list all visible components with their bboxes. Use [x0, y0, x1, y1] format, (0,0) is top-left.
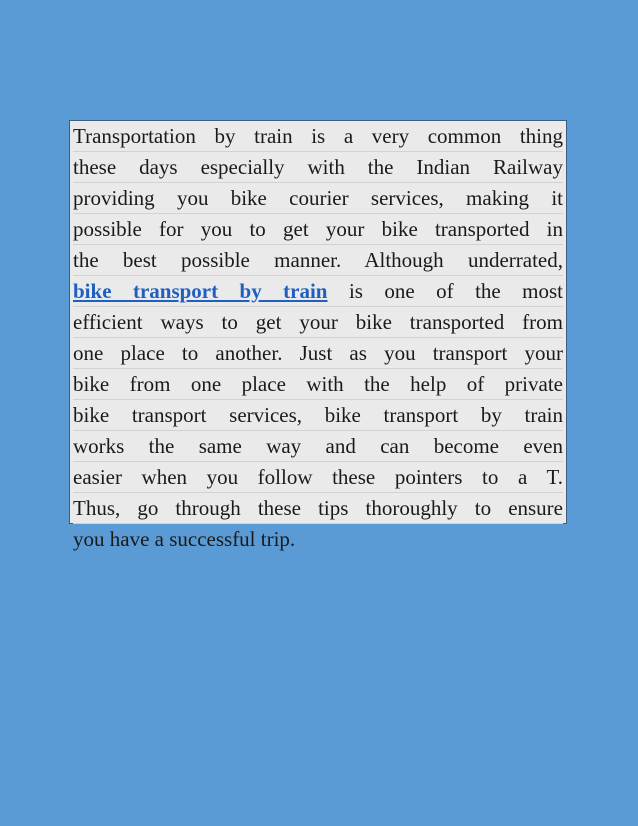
- text-line-13: Thus, go through these tips thoroughly to ensure: [73, 493, 563, 524]
- text-line-2: these days especially with the Indian Railway: [73, 152, 563, 183]
- text-box: [69, 120, 567, 551]
- text-line-1: Transportation by train is a very common thing: [73, 121, 563, 152]
- text-line-12: easier when you follow these pointers to a T.: [73, 462, 563, 493]
- text-line-14: you have a successful trip.: [73, 527, 296, 551]
- text-line-6-rest: is one of the most: [348, 279, 563, 303]
- text-line-5: the best possible manner. Although underrated,: [73, 245, 563, 276]
- text-line-7: efficient ways to get your bike transported from: [73, 307, 563, 338]
- text-line-3: providing you bike courier services, making it: [73, 183, 563, 214]
- text-line-6: [73, 276, 563, 307]
- text-line-10: bike transport services, bike transport by train: [73, 400, 563, 431]
- text-line-11: works the same way and can become even: [73, 431, 563, 462]
- text-line-9: bike from one place with the help of private: [73, 369, 563, 400]
- bike-transport-link[interactable]: bike transport by train: [73, 279, 328, 303]
- text-line-4: possible for you to get your bike transported in: [73, 214, 563, 245]
- text-line-8: one place to another. Just as you transport your: [73, 338, 563, 369]
